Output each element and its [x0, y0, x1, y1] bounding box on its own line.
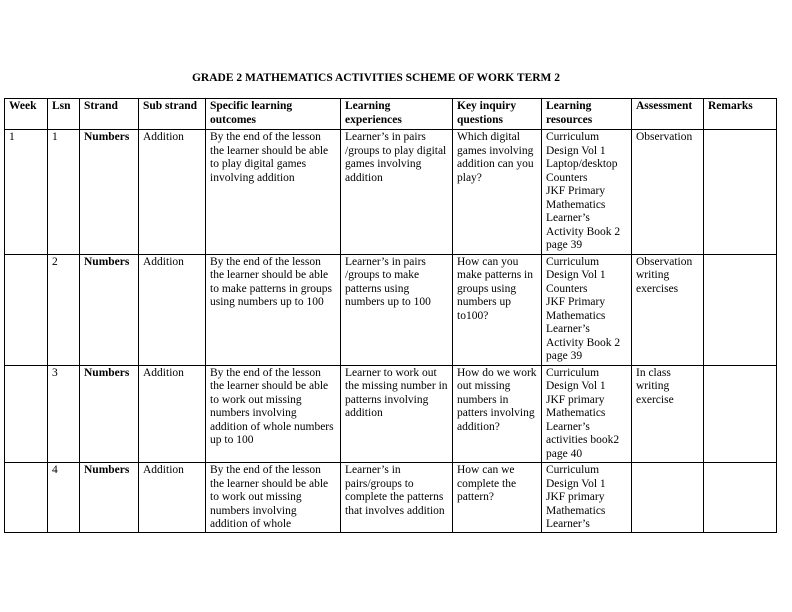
resources-cell — [542, 130, 632, 255]
table-row — [5, 463, 777, 533]
resources-text: Curriculum Design Vol 1 Counters JKF Primary Mathematics Learner’s Activity Book 2 page 39 — [546, 255, 621, 362]
header-resources: Learning resources — [542, 99, 632, 130]
resources-cell — [542, 365, 632, 463]
header-inquiry: Key inquiry questions — [453, 99, 542, 130]
strand-cell: Numbers — [80, 130, 139, 255]
remarks-cell — [704, 463, 777, 533]
assessment-cell — [632, 463, 704, 533]
header-remarks: Remarks — [704, 99, 777, 130]
header-row — [5, 99, 777, 130]
week-cell: 1 — [5, 130, 48, 255]
lsn-cell: 4 — [48, 463, 80, 533]
week-cell — [5, 254, 48, 365]
resources-text: Curriculum Design Vol 1 JKF primary Mathematics Learner’s — [546, 464, 606, 530]
strand-cell: Numbers — [80, 463, 139, 533]
table-row — [5, 365, 777, 463]
resources-text: Curriculum Design Vol 1 Laptop/desktop Counters JKF Primary Mathematics Learner’s Activity Book 2 page 39 — [546, 131, 621, 251]
header-strand: Strand — [80, 99, 139, 130]
experiences-cell — [341, 463, 453, 533]
table-row — [5, 254, 777, 365]
remarks-cell — [704, 365, 777, 463]
strand-cell: Numbers — [80, 365, 139, 463]
remarks-cell — [704, 130, 777, 255]
sub-strand-cell: Addition — [139, 463, 206, 533]
lsn-cell: 1 — [48, 130, 80, 255]
resources-text: Curriculum Design Vol 1 JKF primary Mathematics Learner’s activities book2 page 40 — [546, 366, 620, 460]
inquiry-cell: How can we complete the pattern? — [453, 463, 542, 533]
outcomes-text: By the end of the lesson the learner should be able to work out missing numbers involving addition of whole — [210, 464, 329, 530]
sub-strand-cell: Addition — [139, 365, 206, 463]
lsn-cell: 3 — [48, 365, 80, 463]
week-cell — [5, 463, 48, 533]
table-row — [5, 130, 777, 255]
experiences-cell: Learner to work out the missing number in patterns involving addition — [341, 365, 453, 463]
sub-strand-cell: Addition — [139, 254, 206, 365]
experiences-cell: Learner’s in pairs /groups to play digital games involving addition — [341, 130, 453, 255]
outcomes-cell: By the end of the lesson the learner should be able to work out missing numbers involving addition of whole numbers up to 100 — [206, 365, 341, 463]
resources-cell — [542, 463, 632, 533]
sub-strand-cell: Addition — [139, 130, 206, 255]
experiences-text: Learner’s in pairs/groups to complete the patterns that involves addition — [345, 464, 445, 517]
resources-cell — [542, 254, 632, 365]
assessment-cell: Observation writing exercises — [632, 254, 704, 365]
document-title: GRADE 2 MATHEMATICS ACTIVITIES SCHEME OF WORK TERM 2 — [191, 72, 561, 84]
header-experiences: Learning experiences — [341, 99, 453, 130]
assessment-cell: In class writing exercise — [632, 365, 704, 463]
header-assessment: Assessment — [632, 99, 704, 130]
assessment-cell: Observation — [632, 130, 704, 255]
remarks-cell — [704, 254, 777, 365]
header-sub-strand: Sub strand — [139, 99, 206, 130]
lsn-cell: 2 — [48, 254, 80, 365]
week-cell — [5, 365, 48, 463]
inquiry-cell: How can you make patterns in groups using numbers up to100? — [453, 254, 542, 365]
inquiry-cell: How do we work out missing numbers in patters involving addition? — [453, 365, 542, 463]
outcomes-cell: By the end of the lesson the learner should be able to play digital games involving addition — [206, 130, 341, 255]
strand-cell: Numbers — [80, 254, 139, 365]
inquiry-cell: Which digital games involving addition can you play? — [453, 130, 542, 255]
header-lsn: Lsn — [48, 99, 80, 130]
outcomes-cell: By the end of the lesson the learner should be able to make patterns in groups using numbers up to 100 — [206, 254, 341, 365]
experiences-cell: Learner’s in pairs /groups to make patterns using numbers up to 100 — [341, 254, 453, 365]
scheme-of-work-table — [4, 98, 777, 533]
header-week: Week — [5, 99, 48, 130]
header-outcomes: Specific learning outcomes — [206, 99, 341, 130]
outcomes-cell — [206, 463, 341, 533]
